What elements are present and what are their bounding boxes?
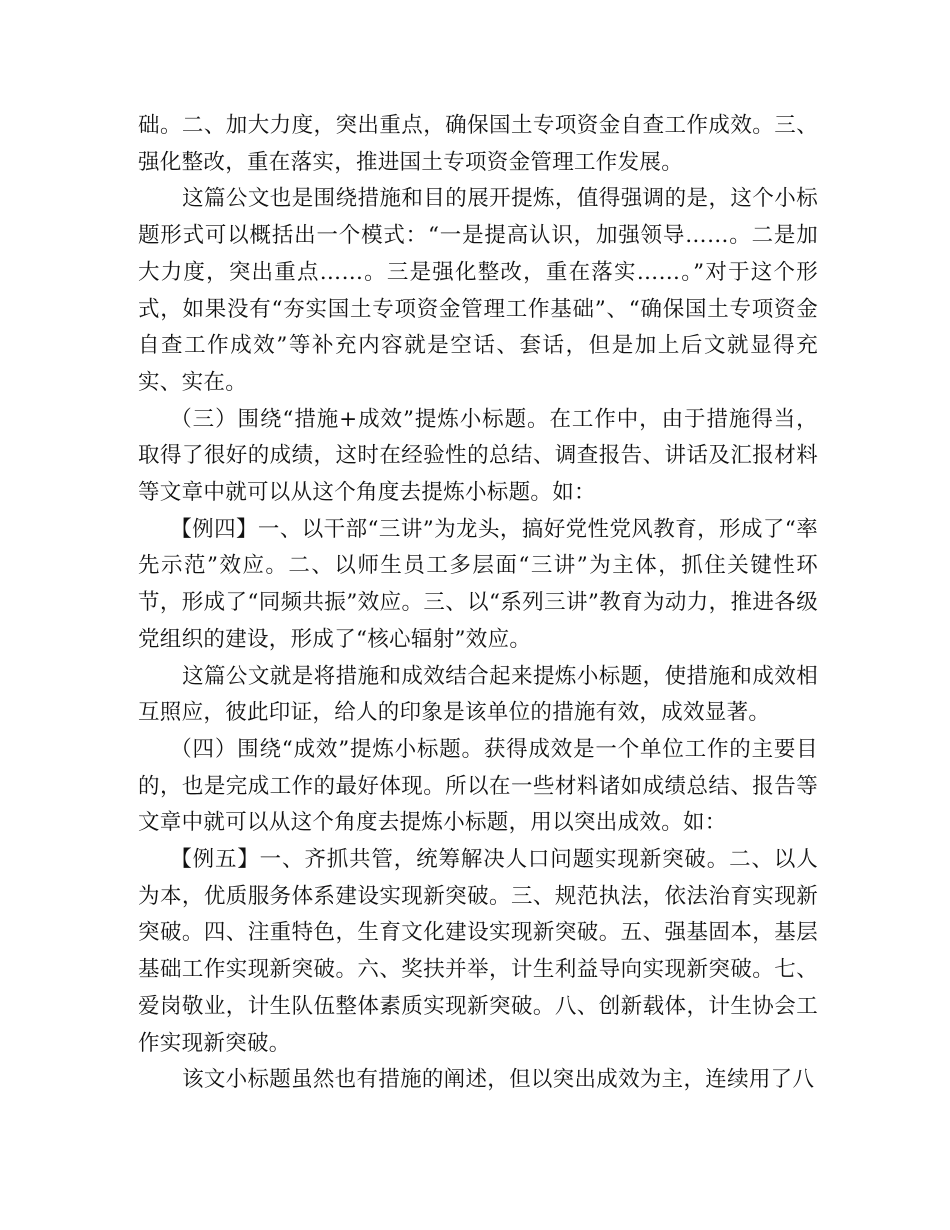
paragraph-analysis-3: 该文小标题虽然也有措施的阐述，但以突出成效为主，连续用了八 <box>182 1067 815 1093</box>
paragraph-section-4: （四）围绕“成效”提炼小标题。获得成效是一个单位工作的主要目的，也是完成工作的最好体现。所以在一些材料诸如成绩总结、报告等文章中就可以从这个角度去提炼小标题，用以突出成效。如： <box>138 736 818 836</box>
document-body <box>138 108 818 1099</box>
paragraph-continuation: 础。二、加大力度，突出重点，确保国土专项资金自查工作成效。三、强化整改，重在落实，推进国土专项资金管理工作发展。 <box>138 113 818 175</box>
paragraph-analysis-1: 这篇公文也是围绕措施和目的展开提炼，值得强调的是，这个小标题形式可以概括出一个模式：“一是提高认识，加强领导……。二是加大力度，突出重点……。三是强化整改，重在落实……。”对于这个形式，如果没有“夯实国土专项资金管理工作基础”、“确保国土专项资金自查工作成效”等补充内容就是空话、套话，但是加上后文就显得充实、实在。 <box>138 186 818 395</box>
paragraph-analysis-2: 这篇公文就是将措施和成效结合起来提炼小标题，使措施和成效相互照应，彼此印证，给人的印象是该单位的措施有效，成效显著。 <box>138 663 818 726</box>
paragraph-example-5: 【例五】一、齐抓共管，统筹解决人口问题实现新突破。二、以人为本，优质服务体系建设实现新突破。三、规范执法，依法治育实现新突破。四、注重特色，生育文化建设实现新突破。五、强基固本，基层基础工作实现新突破。六、奖扶并举，计生利益导向实现新突破。七、爱岗敬业，计生队伍整体素质实现新突破。八、创新载体，计生协会工作实现新突破。 <box>138 847 818 1056</box>
paragraph-example-4: 【例四】一、以干部“三讲”为龙头，搞好党性党风教育，形成了“率先示范”效应。二、以师生员工多层面“三讲”为主体，抓住关键性环节，形成了“同频共振”效应。三、以“系列三讲”教育为动力，推进各级党组织的建设，形成了“核心辐射”效应。 <box>138 516 818 652</box>
paragraph-section-3: （三）围绕“措施+成效”提炼小标题。在工作中，由于措施得当，取得了很好的成绩，这时在经验性的总结、调查报告、讲话及汇报材料等文章中就可以从这个角度去提炼小标题。如： <box>138 406 818 506</box>
